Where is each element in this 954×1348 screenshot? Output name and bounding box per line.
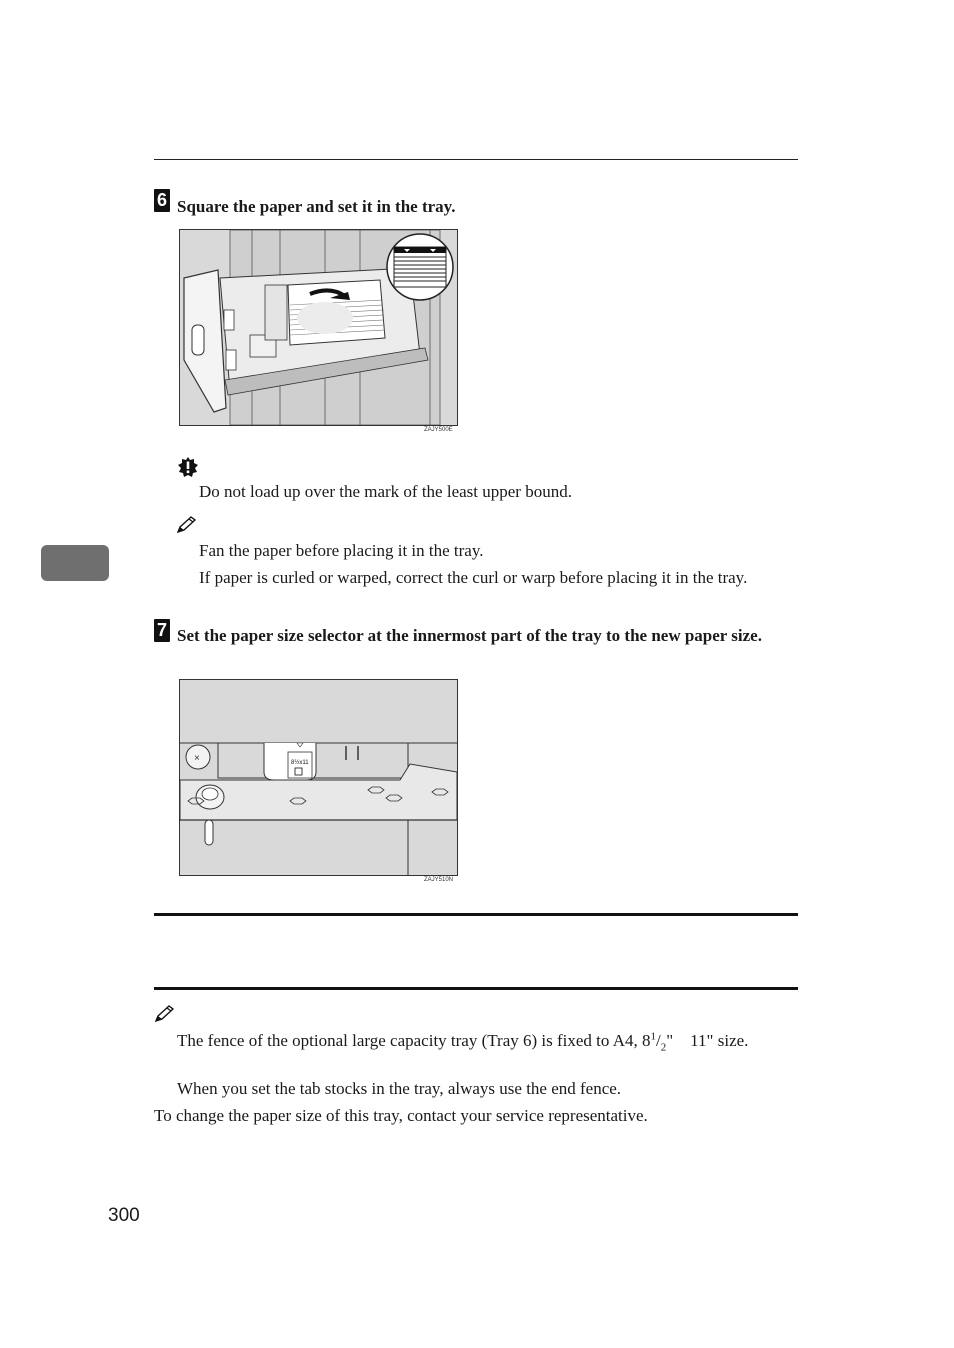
important-icon [178, 457, 198, 477]
note-pencil-icon [176, 516, 196, 534]
note-2-item-1: The fence of the optional large capacity tray (Tray 6) is fixed to A4, $8^1/_2$" 11" size. [177, 1030, 749, 1054]
note-2-item-2: When you set the tab stocks in the tray, always use the end fence. [177, 1079, 622, 1098]
note-pencil-icon-2 [154, 1005, 174, 1023]
note-1-item-2: If paper is curled or warped, correct the curl or warp before placing it in the tray. [199, 568, 748, 587]
closing-text: To change the paper size of this tray, contact your service representative. [154, 1106, 648, 1125]
note-1-item-1: Fan the paper before placing it in the tray. [199, 541, 484, 560]
figure-code-2: ZAJY510N [424, 877, 454, 883]
paper-tray-drawing [180, 230, 457, 425]
section-rule-bottom [154, 987, 798, 990]
selector-size-label: 8½x11 [291, 760, 309, 766]
step-7-icon: 7 [154, 619, 170, 642]
figure-code-1: ZAJY500E [424, 427, 453, 433]
page-number: 300 [108, 1205, 140, 1226]
section-rule-top [154, 913, 798, 916]
step-6-icon: 6 [154, 189, 170, 212]
chapter-side-tab [41, 545, 109, 581]
step-7-text: Set the paper size selector at the innermost part of the tray to the new paper size. [177, 626, 762, 645]
header-rule [154, 159, 798, 160]
svg-text:×: × [194, 753, 200, 764]
paper-tray-illustration [179, 229, 458, 426]
paper-size-selector-drawing [180, 680, 457, 875]
paper-size-selector-illustration [179, 679, 458, 876]
step-6-text: Square the paper and set it in the tray. [177, 197, 456, 216]
important-text: Do not load up over the mark of the least upper bound. [199, 482, 572, 501]
